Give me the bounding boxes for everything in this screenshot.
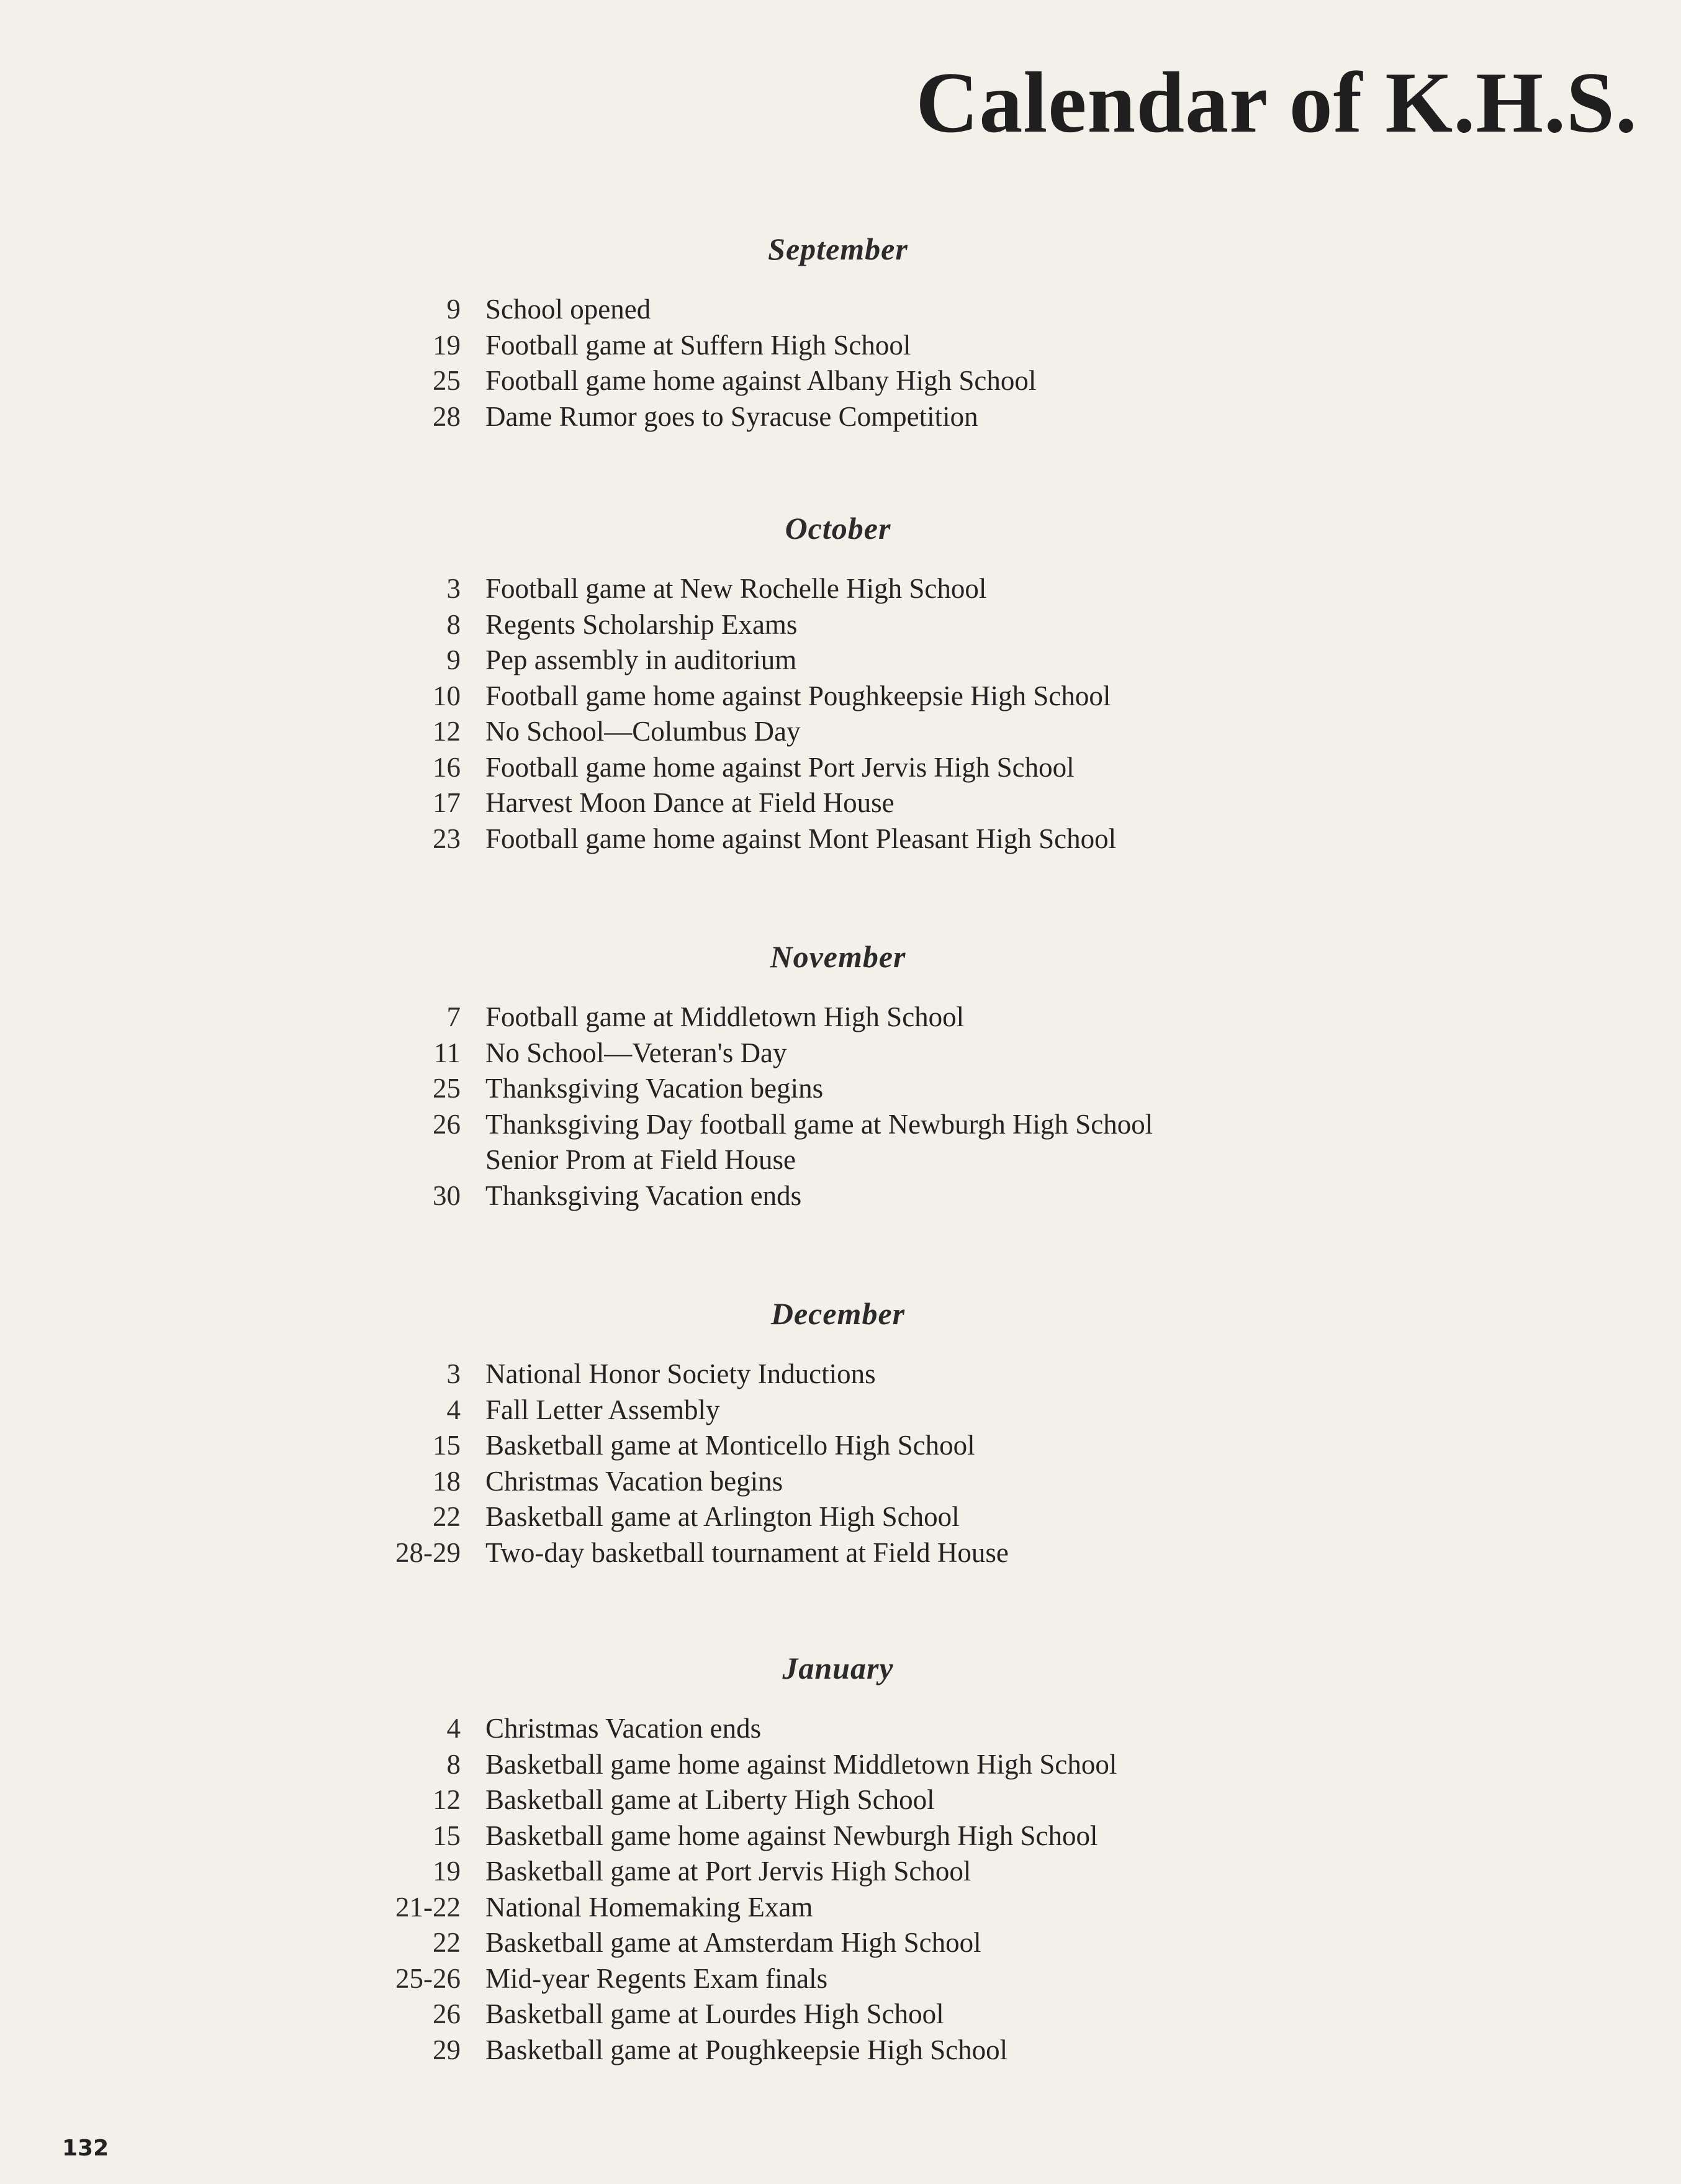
event-row — [348, 607, 1341, 643]
event-list — [348, 1356, 1341, 1571]
month-heading: January — [782, 1651, 894, 1685]
month-heading: December — [770, 1296, 906, 1331]
month-october — [348, 513, 1341, 857]
event-row — [348, 363, 1341, 399]
event-text: Thanksgiving Vacation begins — [485, 1073, 824, 1104]
event-text: Regents Scholarship Exams — [485, 608, 798, 640]
event-text: Pep assembly in auditorium — [485, 644, 797, 675]
event-day: 25 — [433, 1073, 461, 1104]
event-text: Football game home against Port Jervis High School — [485, 751, 1075, 783]
event-text: Thanksgiving Day football game at Newburgh High School — [485, 1108, 1153, 1140]
event-day: 11 — [433, 1037, 461, 1068]
event-row — [348, 1142, 1341, 1178]
event-day: 9 — [446, 644, 461, 675]
event-day: 25 — [433, 365, 461, 396]
event-text: Football game at Middletown High School — [485, 1001, 965, 1032]
event-day: 26 — [433, 1998, 461, 2029]
event-row — [348, 1499, 1341, 1535]
event-text: Mid-year Regents Exam finals — [485, 1962, 828, 1994]
event-list — [348, 292, 1341, 435]
event-row — [348, 1428, 1341, 1464]
event-row — [348, 1356, 1341, 1392]
event-day: 30 — [433, 1180, 461, 1211]
event-text: Fall Letter Assembly — [485, 1394, 720, 1425]
event-row — [348, 1071, 1341, 1107]
event-row — [348, 643, 1341, 679]
page-number: 132 — [62, 2136, 109, 2161]
month-heading: October — [785, 511, 891, 546]
event-row — [348, 1464, 1341, 1500]
event-text: Basketball game at Amsterdam High School — [485, 1927, 981, 1958]
event-text: Dame Rumor goes to Syracuse Competition — [485, 400, 978, 432]
event-text: School opened — [485, 294, 651, 325]
event-day: 7 — [446, 1001, 461, 1032]
event-row — [348, 1747, 1341, 1783]
event-text: No School—Veteran's Day — [485, 1037, 787, 1068]
event-text: Basketball game at Monticello High School — [485, 1430, 975, 1461]
event-row — [348, 1997, 1341, 2033]
event-text: National Homemaking Exam — [485, 1891, 813, 1923]
event-day: 29 — [433, 2034, 461, 2065]
event-row — [348, 1392, 1341, 1428]
event-row — [348, 1107, 1341, 1143]
event-day: 28 — [433, 400, 461, 432]
event-day: 8 — [446, 1748, 461, 1780]
month-november — [348, 941, 1341, 1214]
event-day: 22 — [433, 1927, 461, 1958]
event-text: Football game home against Mont Pleasant High School — [485, 823, 1117, 854]
event-row — [348, 1925, 1341, 1961]
event-text: Harvest Moon Dance at Field House — [485, 787, 895, 818]
event-day: 23 — [433, 823, 461, 854]
event-text: Basketball game at Poughkeepsie High School — [485, 2034, 1008, 2065]
event-row — [348, 571, 1341, 607]
event-text: Senior Prom at Field House — [485, 1144, 796, 1175]
event-row — [348, 1890, 1341, 1926]
event-row — [348, 1782, 1341, 1818]
event-day: 10 — [433, 680, 461, 711]
event-text: Christmas Vacation ends — [485, 1713, 762, 1744]
event-text: Basketball game at Lourdes High School — [485, 1998, 944, 2029]
event-day: 15 — [433, 1430, 461, 1461]
month-january — [348, 1653, 1341, 2068]
event-day: 19 — [433, 1856, 461, 1887]
event-row — [348, 328, 1341, 364]
event-row — [348, 999, 1341, 1036]
event-day: 3 — [446, 573, 461, 604]
event-day: 12 — [433, 1784, 461, 1815]
event-row — [348, 1854, 1341, 1890]
event-row — [348, 679, 1341, 715]
event-list — [348, 571, 1341, 857]
event-text: Basketball game at Arlington High School — [485, 1501, 960, 1532]
event-text: Basketball game at Liberty High School — [485, 1784, 935, 1815]
event-day: 19 — [433, 329, 461, 361]
event-row — [348, 1961, 1341, 1997]
event-day: 26 — [433, 1108, 461, 1140]
event-text: Thanksgiving Vacation ends — [485, 1180, 802, 1211]
event-day: 9 — [446, 294, 461, 325]
event-text: Football game home against Albany High School — [485, 365, 1037, 396]
event-day: 8 — [446, 608, 461, 640]
event-day: 25-26 — [395, 1962, 461, 1994]
event-row — [348, 399, 1341, 435]
event-text: Two-day basketball tournament at Field House — [485, 1536, 1009, 1568]
event-text: Basketball game home against Newburgh High School — [485, 1820, 1098, 1851]
event-text: National Honor Society Inductions — [485, 1358, 876, 1389]
event-row — [348, 785, 1341, 821]
event-text: Christmas Vacation begins — [485, 1465, 783, 1497]
month-heading: November — [770, 939, 906, 974]
event-list — [348, 1711, 1341, 2068]
event-day: 3 — [446, 1358, 461, 1389]
event-day: 21-22 — [395, 1891, 461, 1923]
event-day: 22 — [433, 1501, 461, 1532]
event-row — [348, 1535, 1341, 1571]
event-row — [348, 292, 1341, 328]
event-row — [348, 714, 1341, 750]
event-day: 12 — [433, 716, 461, 747]
event-row — [348, 1818, 1341, 1854]
event-row — [348, 1711, 1341, 1747]
event-day: 18 — [433, 1465, 461, 1497]
event-text: Basketball game at Port Jervis High School — [485, 1856, 971, 1887]
event-row — [348, 1036, 1341, 1072]
month-december — [348, 1298, 1341, 1571]
event-text: No School—Columbus Day — [485, 716, 801, 747]
event-row — [348, 1178, 1341, 1214]
event-day: 4 — [446, 1713, 461, 1744]
month-heading: September — [768, 232, 908, 266]
event-day: 17 — [433, 787, 461, 818]
event-text: Basketball game home against Middletown High School — [485, 1748, 1117, 1780]
event-text: Football game at New Rochelle High School — [485, 573, 987, 604]
event-row — [348, 750, 1341, 786]
event-text: Football game at Suffern High School — [485, 329, 911, 361]
month-september — [348, 233, 1341, 435]
event-row — [348, 821, 1341, 857]
event-day: 15 — [433, 1820, 461, 1851]
event-row — [348, 2033, 1341, 2069]
event-day: 28-29 — [395, 1536, 461, 1568]
event-text: Football game home against Poughkeepsie High School — [485, 680, 1111, 711]
page-title: Calendar of K.H.S. — [916, 55, 1638, 151]
event-day: 4 — [446, 1394, 461, 1425]
event-list — [348, 999, 1341, 1214]
event-day: 16 — [433, 751, 461, 783]
